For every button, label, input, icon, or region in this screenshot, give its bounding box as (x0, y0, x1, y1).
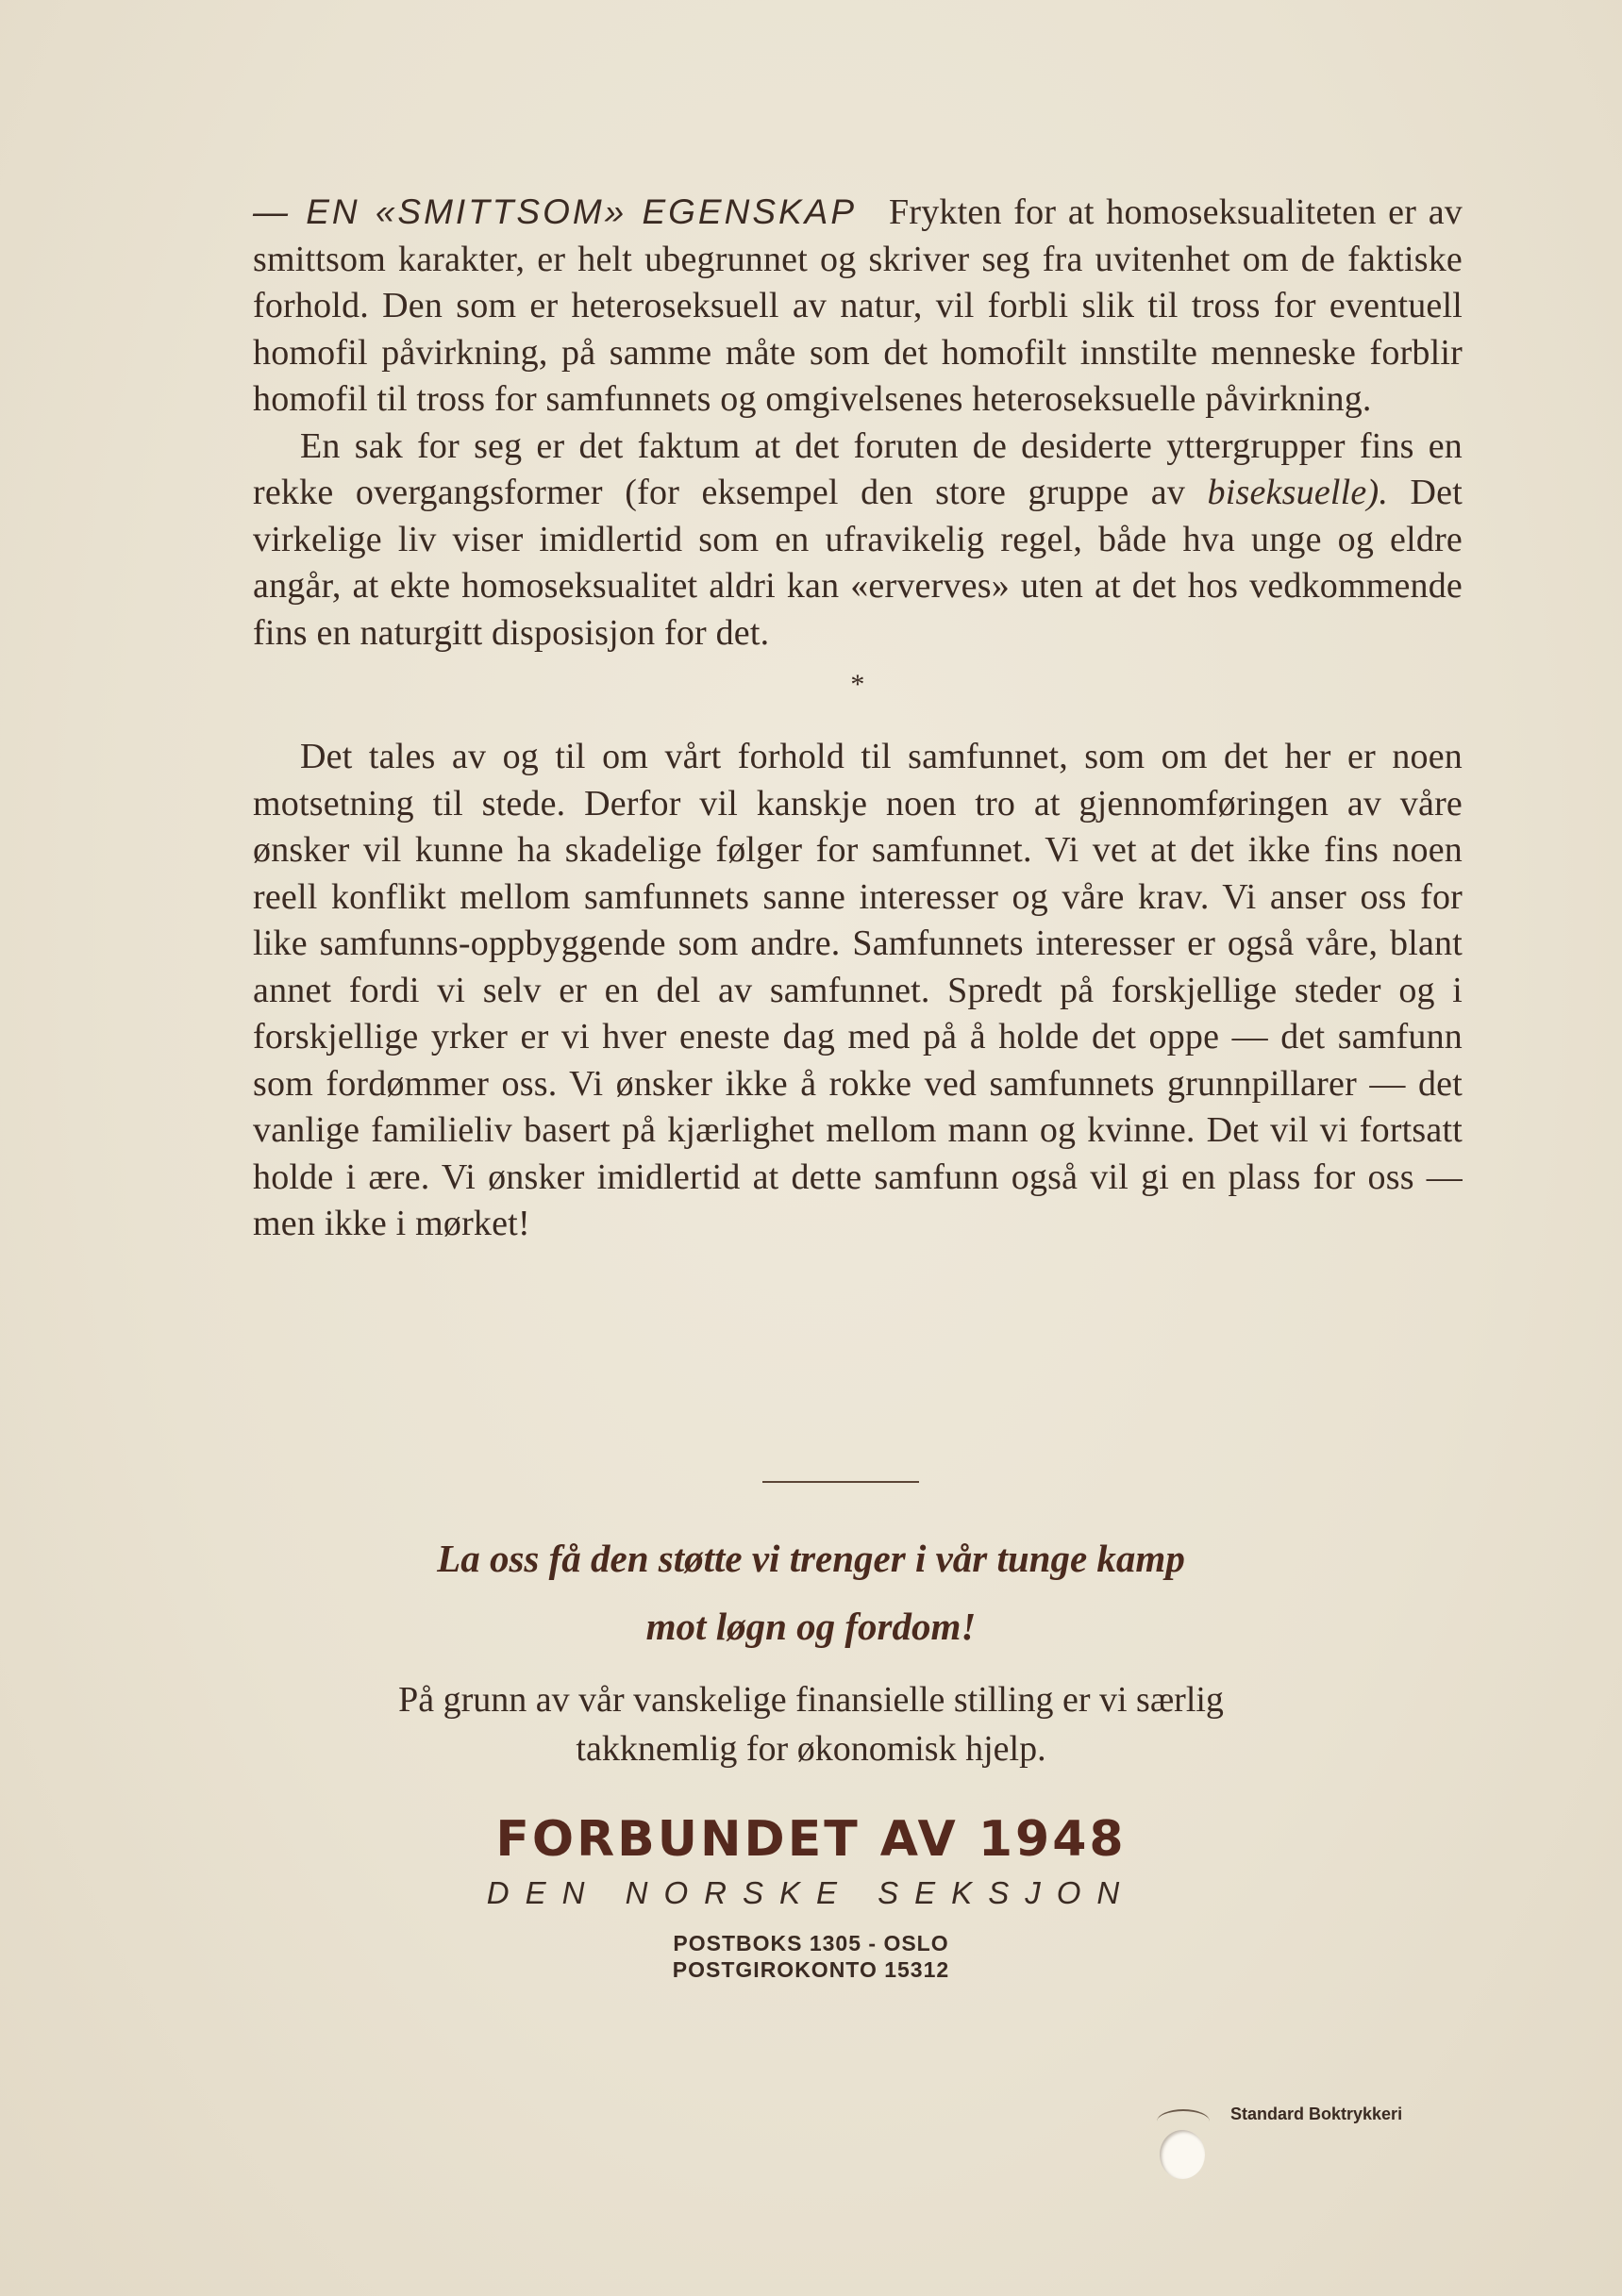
finance-line-2: takknemlig for økonomisk hjelp. (576, 1729, 1046, 1769)
paragraph-1 (253, 189, 1463, 424)
paragraph-3 (253, 734, 1463, 1248)
finance-note (0, 1675, 1622, 1773)
printer-credit: Standard Boktrykkeri (1230, 2105, 1403, 2123)
section-separator: * (850, 669, 865, 700)
paragraph-2 (253, 424, 1463, 657)
postbox-address: POSTBOKS 1305 - OSLO (673, 1931, 949, 1955)
divider-rule (762, 1481, 919, 1483)
paragraph-1-text: Frykten for at homoseksualiteten er av smittsom karakter, er helt ubegrunnet og skriver seg fra uvitenhet om de faktiske forhold. Den som er heteroseksuell av natur, vil forbli slik til tross for eventuell homofil påvirkning, på samme måte som det homofilt innstilte menneske forblir homofil til tross for samfunnets og omgivelsenes heteroseksuelle påvirkning. (253, 192, 1463, 419)
paragraph-2-text-b: Det virkelige liv viser imidlertid som en ufravikelig regel, både hva unge og eldre angår, at ekte homoseksualitet aldri kan «erverves» uten at det hos vedkommende fins en naturgitt disposisjon for det. (253, 473, 1463, 653)
article-body (253, 189, 1463, 1248)
giro-account: POSTGIROKONTO 15312 (672, 1957, 950, 1982)
finance-line-1: På grunn av vår vanskelige finansielle stilling er vi særlig (398, 1680, 1224, 1720)
paragraph-2-text-a: En sak for seg er det faktum at det foruten de desiderte yttergrupper fins en rekke overgangsformer (for eksempel den store gruppe av (253, 425, 1463, 512)
organization-name: FORBUNDET AV 1948 (495, 1811, 1127, 1868)
appeal-line-2: mot løgn og fordom! (645, 1605, 977, 1648)
section-heading: — EN «SMITTSOM» EGENSKAP (253, 192, 858, 231)
punch-hole (1160, 2130, 1205, 2179)
paragraph-3-text: Det tales av og til om vårt forhold til samfunnet, som om det her er noen motsetning til stede. Derfor vil kanskje noen tro at gjennomføringen av våre ønsker vil kunne ha skadelige følger for samfunnet. Vi vet at det ikke fins noen reell konflikt mellom samfunnets sanne interesser og våre krav. Vi anser oss for like samfunns-oppbyggende som andre. Samfunnets interesser er også våre, blant annet fordi vi selv er en del av samfunnet. Spredt på forskjellige steder og i forskjellige yrker er vi hver eneste dag med på å holde det oppe — det samfunn som fordømmer oss. Vi ønsker ikke å rokke ved samfunnets grunnpillarer — det vanlige familieliv basert på kjærlighet mellom mann og kvinne. Det vil vi fortsatt holde i ære. Vi ønsker imidlertid at dette samfunn også vil gi en plass for oss — men ikke i mørket! (253, 737, 1463, 1243)
organization-section: DEN NORSKE SEKSJON (486, 1875, 1136, 1910)
paragraph-2-italic: biseksuelle). (1207, 473, 1389, 512)
spacer (253, 713, 1463, 734)
appeal-line-1: La oss få den støtte vi trenger i vår tunge kamp (437, 1537, 1185, 1580)
